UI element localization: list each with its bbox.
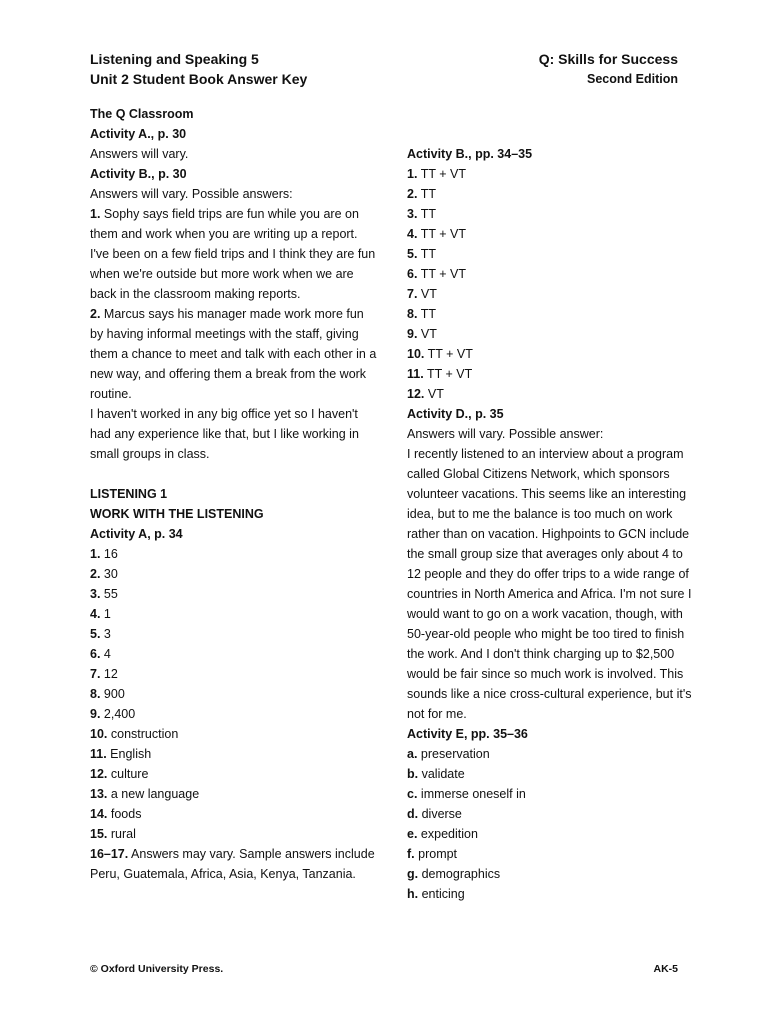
answer-item — [407, 204, 692, 224]
header-right — [539, 49, 678, 89]
item-text: diverse — [421, 807, 462, 821]
item-number: 7. — [90, 667, 101, 681]
answer-item — [407, 344, 692, 364]
item-text: TT — [420, 247, 436, 261]
answer-item — [407, 184, 692, 204]
item-text: prompt — [418, 847, 458, 861]
item-number: 10. — [90, 727, 108, 741]
item-text: enticing — [421, 887, 465, 901]
item-text: culture — [110, 767, 149, 781]
item-number: 3. — [90, 587, 101, 601]
answer-item — [407, 224, 692, 244]
answer-item — [407, 384, 692, 404]
answer-item — [407, 284, 692, 304]
answer-item — [90, 664, 380, 684]
item-number: 10. — [407, 347, 425, 361]
header-left — [90, 49, 307, 89]
answer-item — [407, 364, 692, 384]
item-text: TT + VT — [420, 227, 466, 241]
item-text: English — [110, 747, 152, 761]
answer-item — [407, 744, 692, 764]
answer-item — [90, 704, 380, 724]
answer-item — [407, 844, 692, 864]
activity-text: Answers will vary. Possible answers: — [90, 187, 293, 201]
item-text: Sophy says field trips are fun while you are on them and work when you are writing up a report. — [90, 207, 359, 241]
item-text: VT — [427, 387, 444, 401]
copyright: © Oxford University Press. — [90, 963, 224, 975]
item-number: g. — [407, 867, 419, 881]
answer-item — [90, 604, 380, 624]
item-text: TT + VT — [426, 367, 473, 381]
item-number: 2. — [90, 567, 101, 581]
item-number: 13. — [90, 787, 108, 801]
answer-item — [90, 744, 380, 764]
activity-text: Answers will vary. Possible answer: — [407, 427, 604, 441]
item-text: foods — [110, 807, 142, 821]
answer-list — [90, 544, 380, 844]
item-text: TT — [420, 307, 436, 321]
activity-text: Answers will vary. — [90, 147, 189, 161]
item-text: construction — [110, 727, 179, 741]
item-text: demographics — [421, 867, 501, 881]
activity-heading: Activity B., pp. 34–35 — [407, 147, 533, 161]
item-number: 4. — [90, 607, 101, 621]
answer-item — [407, 764, 692, 784]
answer-item — [90, 724, 380, 744]
item-text: a new language — [110, 787, 200, 801]
answer-list — [407, 744, 692, 904]
answer-item — [90, 784, 380, 804]
answer-item — [407, 824, 692, 844]
answer-item — [90, 824, 380, 844]
right-column — [407, 144, 692, 904]
answer-item — [90, 624, 380, 644]
series-title: Q: Skills for Success — [538, 51, 678, 67]
item-number: 11. — [407, 367, 424, 381]
item-number: 5. — [90, 627, 101, 641]
item-number: b. — [407, 767, 419, 781]
section-heading: LISTENING 1 — [90, 487, 168, 501]
item-number: f. — [407, 847, 415, 861]
answer-paragraph: I haven't worked in any big office yet so I haven't had any experience like that, but I like working in small groups in class. — [90, 407, 359, 461]
item-number: 8. — [90, 687, 101, 701]
item-number: 4. — [407, 227, 418, 241]
item-number: 14. — [90, 807, 108, 821]
edition-label: Second Edition — [587, 72, 678, 86]
item-text: 900 — [103, 687, 125, 701]
item-text: 1 — [103, 607, 111, 621]
item-text: 4 — [103, 647, 111, 661]
answer-list — [407, 164, 692, 404]
activity-heading: Activity A., p. 30 — [90, 127, 187, 141]
item-number: 12. — [407, 387, 425, 401]
item-number: 1. — [90, 207, 101, 221]
activity-heading: Activity B., p. 30 — [90, 167, 187, 181]
item-number: 6. — [407, 267, 418, 281]
answer-item — [90, 804, 380, 824]
item-text: validate — [421, 767, 465, 781]
item-text: TT — [420, 187, 436, 201]
item-text: 3 — [103, 627, 111, 641]
answer-item — [407, 164, 692, 184]
answer-item — [90, 844, 380, 884]
item-number: 8. — [407, 307, 418, 321]
item-text: 30 — [103, 567, 118, 581]
item-number: 11. — [90, 747, 107, 761]
activity-heading: Activity D., p. 35 — [407, 407, 504, 421]
item-number: e. — [407, 827, 418, 841]
answer-item — [407, 864, 692, 884]
item-text: TT + VT — [420, 167, 466, 181]
item-number: c. — [407, 787, 418, 801]
section-title: The Q Classroom — [90, 107, 194, 121]
item-number: 3. — [407, 207, 418, 221]
item-number: h. — [407, 887, 419, 901]
answer-item — [407, 244, 692, 264]
item-number: 15. — [90, 827, 108, 841]
item-number: 7. — [407, 287, 418, 301]
answer-item — [407, 324, 692, 344]
item-text: VT — [420, 327, 437, 341]
section-heading: WORK WITH THE LISTENING — [90, 507, 264, 521]
answer-item — [407, 804, 692, 824]
book-title: Listening and Speaking 5 — [90, 51, 259, 67]
item-text: Marcus says his manager made work more fun by having informal meetings with the staff, giving them a chance to meet and talk with each other in a new way, and offering them a break from the work routine. — [90, 307, 377, 401]
answer-paragraph: I've been on a few field trips and I think they are fun when we're outside but more work when we are back in the classroom making reports. — [90, 247, 376, 301]
answer-paragraph: I recently listened to an interview about a program called Global Citizens Network, which sponsors volunteer vacations. This seems like an interesting idea, but to me the balance is too much on work rather than on vacation. Highpoints to GCN include the small group size that averages only about 4 to 12 people and they do offer trips to a wide range of countries in North America and Africa. I'm not sure I would want to go on a work vacation, though, with 50-year-old people who might be too tired to finish the work. And I don't think charging up to $2,500 would be fair since so much work is involved. This sounds like a nice cross-cultural experience, but it's not for me. — [407, 447, 692, 721]
answer-item — [90, 584, 380, 604]
item-text: 2,400 — [103, 707, 136, 721]
page-number: AK-5 — [653, 963, 678, 975]
answer-item — [407, 304, 692, 324]
item-text: TT + VT — [427, 347, 473, 361]
activity-heading: Activity A, p. 34 — [90, 527, 183, 541]
item-text: VT — [420, 287, 437, 301]
item-text: preservation — [420, 747, 490, 761]
item-text: TT + VT — [420, 267, 466, 281]
answer-item — [407, 264, 692, 284]
item-number: d. — [407, 807, 419, 821]
answer-item — [407, 784, 692, 804]
item-text: TT — [420, 207, 436, 221]
item-text: Answers may vary. Sample answers include Peru, Guatemala, Africa, Asia, Kenya, Tanzania. — [90, 847, 375, 881]
answer-item — [407, 884, 692, 904]
answer-item — [90, 564, 380, 584]
item-text: 16 — [103, 547, 118, 561]
answer-item — [90, 644, 380, 664]
item-number: 12. — [90, 767, 108, 781]
answer-item — [90, 304, 380, 404]
item-number: 16–17. — [90, 847, 129, 861]
item-text: 12 — [103, 667, 118, 681]
answer-item — [90, 204, 380, 244]
answer-item — [90, 764, 380, 784]
answer-item — [90, 684, 380, 704]
item-number: 1. — [90, 547, 101, 561]
item-number: 6. — [90, 647, 101, 661]
item-text: expedition — [420, 827, 478, 841]
answer-item — [90, 544, 380, 564]
item-number: a. — [407, 747, 418, 761]
item-text: 55 — [103, 587, 118, 601]
item-text: rural — [110, 827, 136, 841]
item-number: 9. — [407, 327, 418, 341]
item-number: 2. — [407, 187, 418, 201]
item-number: 1. — [407, 167, 418, 181]
item-number: 5. — [407, 247, 418, 261]
unit-title: Unit 2 Student Book Answer Key — [90, 71, 308, 87]
left-column — [90, 104, 380, 884]
item-text: immerse oneself in — [420, 787, 526, 801]
activity-heading: Activity E, pp. 35–36 — [407, 727, 528, 741]
item-number: 9. — [90, 707, 101, 721]
item-number: 2. — [90, 307, 101, 321]
